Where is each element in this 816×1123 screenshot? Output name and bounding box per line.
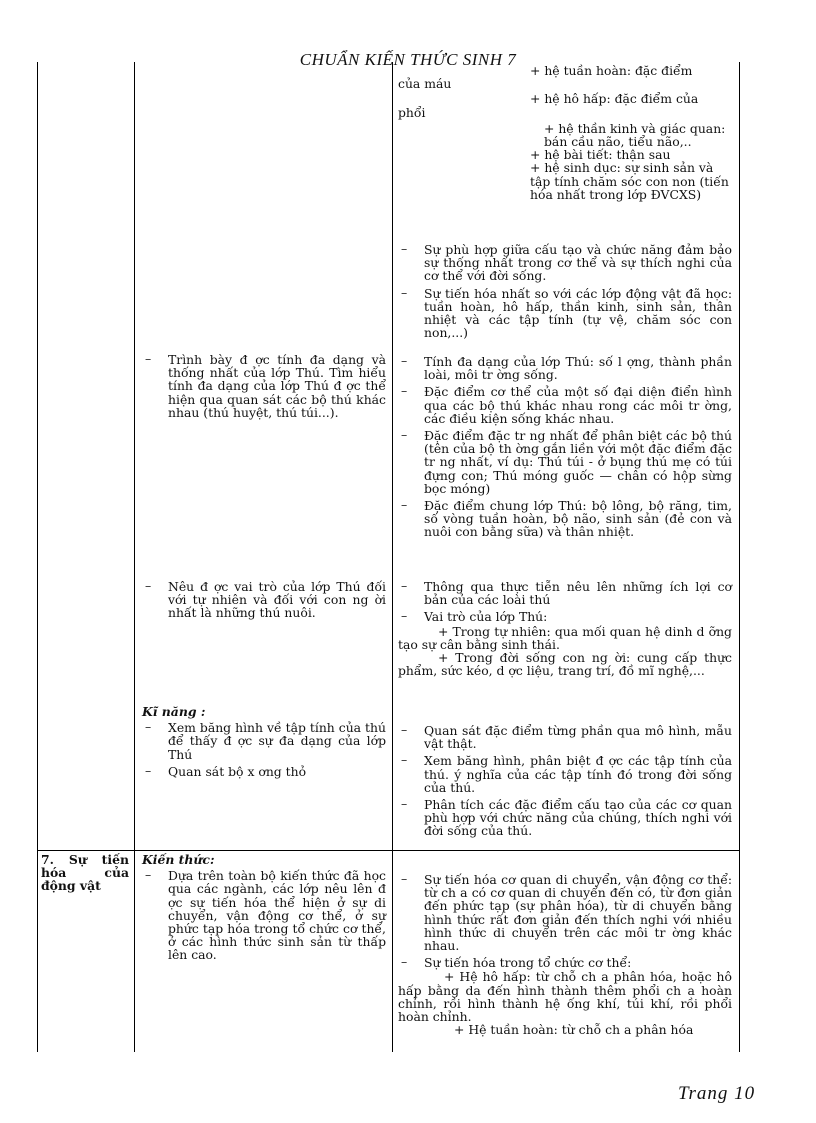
list-item: – Tính đa dạng của lớp Thú: số l ợng, thành phần loài, môi tr ờng sống. [401,353,732,383]
row1-content-a [398,243,732,343]
table-border-left [37,62,38,1052]
evolution-detail: + Hệ hô hấp: từ chỗ ch a phân hóa, hoặc hô hấp bằng da đến hình thành thêm phổi ch a hoàn chỉnh, rồi hình thành hệ ống khí, túi khí, rồi phổi hoàn chỉnh. [398,969,732,1025]
row1-skills-cell [142,705,386,782]
table-border-right [739,62,740,1052]
list-item: – Sự tiến hóa cơ quan di chuyển, vận động cơ thể: từ ch a có cơ quan di chuyển đến có, từ đơn giản đến phức tạp (sự phân hóa), từ di chuyển bằng hình thức rất đơn giản đến thích nghi với nhiều hình thức di chuyển trên các môi tr ờng khác nhau. [401,871,732,954]
row2-topic: 7. Sự tiến hóa của động vật [41,852,129,894]
list-item: – Xem băng hình về tập tính của thú để thấy đ ợc sự đa dạng của lớp Thú [145,719,386,762]
role-detail: + Trong đời sống con ng ời: cung cấp thực phẩm, sức kéo, d ợc liệu, trang trí, đồ mĩ nghệ,... [398,650,732,679]
organ-line: + hệ bài tiết: thận sau [530,147,671,163]
row-separator [37,850,740,851]
organ-line: + hệ thần kinh và giác quan: bán cầu não, tiểu não,.. [544,120,726,150]
table-divider-1 [134,62,135,1052]
organ-line: + hệ hô hấp: đặc điểm của [530,91,699,107]
organ-line: + hệ sinh dục: sự sinh sản và tập tính chăm sóc con non (tiến hóa nhất trong lớp ĐVCXS) [530,160,729,202]
list-item: – Vai trò của lớp Thú: [401,608,548,625]
skills-heading: Kĩ năng : [142,704,206,719]
row1-content-top [398,64,732,201]
role-detail: + Trong tự nhiên: qua mối quan hệ dinh d ỡng tạo sự cân bằng sinh thái. [398,623,732,652]
row1-objectives-cell [142,353,386,423]
list-item: – Trình bày đ ợc tính đa dạng và thống nhất của lớp Thú. Tìm hiểu tính đa dạng của lớp Thú đ ợc thể hiện qua quan sát các bộ thú khác nhau (thú huyệt, thú túi...). [145,351,386,420]
organ-line: của máu [398,76,452,92]
row2-content-cell [398,873,732,1036]
row1-content-b [398,355,732,543]
list-item: – Đặc điểm đặc tr ng nhất để phân biệt các bộ thú (tên của bộ th ờng gắn liền với một đặc điểm đặc tr ng nhất, ví dụ: Thú túi - ở bụng thú mẹ có túi đựng con; Thú móng guốc — chân có hộp sừng bọc móng) [401,427,732,496]
list-item: – Xem băng hình, phân biệt đ ợc các tập tính của thú. ý nghĩa của các tập tính đó trong đời sống của thú. [401,752,732,795]
list-item: – Đặc điểm chung lớp Thú: bộ lông, bộ răng, tim, số vòng tuần hoàn, bộ não, sinh sản (đẻ con và nuôi con bằng sữa) và thân nhiệt. [401,497,732,540]
list-item: – Đặc điểm cơ thể của một số đại diện điển hình qua các bộ thú khác nhau rong các môi tr ờng, các điều kiện sống khác nhau. [401,383,732,426]
list-item: – Phân tích các đặc điểm cấu tạo của các cơ quan phù hợp với chức năng của chúng, thích nghi với đời sống của thú. [401,796,732,839]
list-item: – Sự phù hợp giữa cấu tạo và chức năng đảm bảo sự thống nhất trong cơ thể và sự thích nghi của cơ thể với đời sống. [401,241,732,284]
organ-line: phổi [398,104,426,120]
list-item: – Nêu đ ợc vai trò của lớp Thú đối với tự nhiên và đối với con ng ời nhất là những thú nuôi. [145,578,386,621]
row1-content-c [398,580,732,677]
list-item: – Dựa trên toàn bộ kiến thức đã học qua các ngành, các lớp nêu lên đ ợc sự tiến hóa thể hiện ở sự di chuyển, vận động cơ thể, ở sự phức tạp hóa trong tổ chức cơ thể, ở các hình thức sinh sản từ thấp lên cao. [145,867,386,963]
list-item: – Quan sát bộ x ơng thỏ [145,762,307,779]
row1-objectives-cell-2 [142,580,386,624]
list-item: – Thông qua thực tiễn nêu lên những ích lợi cơ bản của các loài thú [401,578,732,608]
evolution-detail: + Hệ tuần hoàn: từ chỗ ch a phân hóa [454,1022,694,1038]
knowledge-heading: Kiến thức: [142,852,215,867]
table-divider-2 [392,62,393,1052]
page-number: Trang 10 [678,1083,756,1104]
row1-content-skills [398,724,732,842]
list-item: – Sự tiến hóa trong tổ chức cơ thể: [401,954,632,971]
list-item: – Quan sát đặc điểm từng phần qua mô hình, mẫu vật thật. [401,722,732,752]
organ-line: + hệ tuần hoàn: đặc điểm [530,63,693,78]
list-item: – Sự tiến hóa nhất so với các lớp động vật đã học: tuần hoàn, hô hấp, thần kinh, sinh sản, thân nhiệt và các tập tính (tự vệ, chăm sóc con non,...) [401,284,732,341]
page-header: CHUẨN KIẾN THỨC SINH 7 [299,50,517,69]
row2-objectives-cell [142,853,386,966]
